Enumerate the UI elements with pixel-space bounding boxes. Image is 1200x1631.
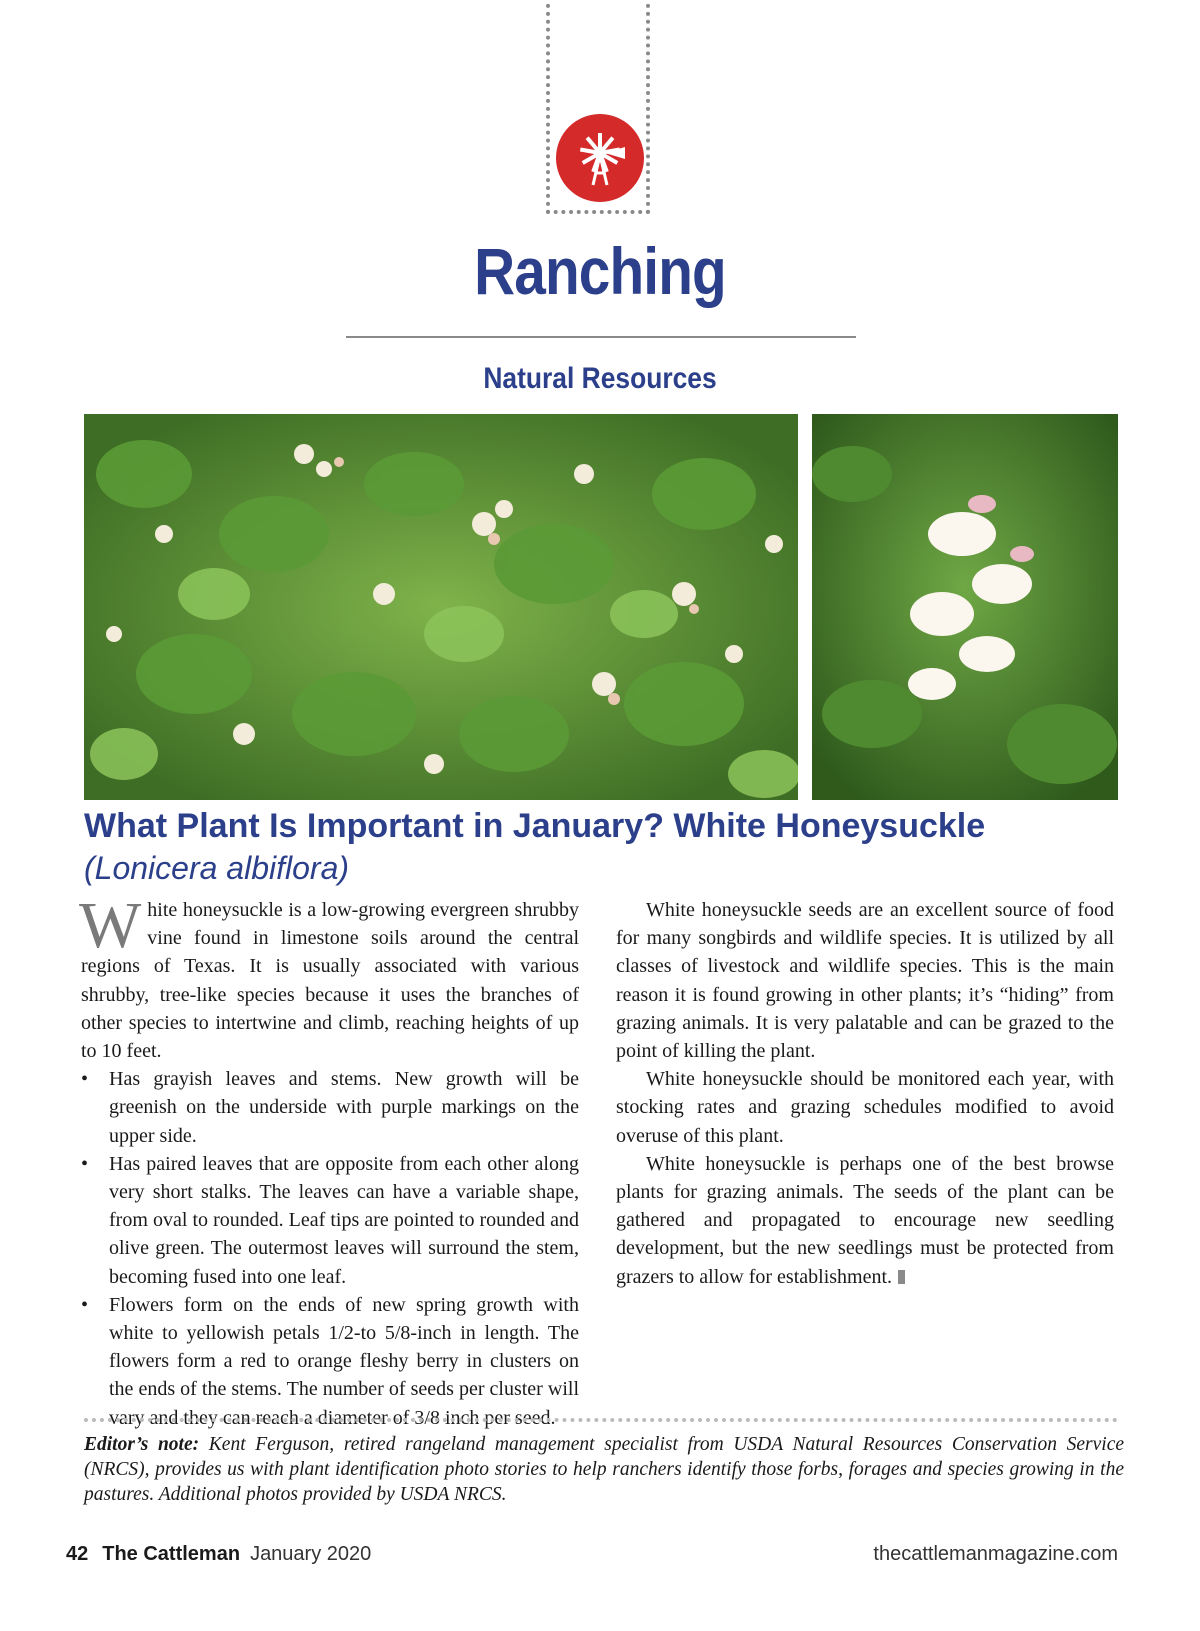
editor-note <box>84 1432 1124 1507</box>
scientific-name: (Lonicera albiflora) <box>84 850 350 886</box>
intro-paragraph <box>79 889 579 1065</box>
editor-note-text: Kent Ferguson, retired rangeland management specialist from USDA Natural Resources Conservation Service (NRCS), provides us with plant identification photo stories to help ranchers identify those forbs, forages and species growing in the pastures. Additional photos provided by USDA NRCS. <box>84 1434 1124 1505</box>
magazine-name: The Cattleman <box>102 1543 241 1565</box>
bullet-icon: • <box>81 1068 89 1091</box>
drop-cap: W <box>79 889 142 962</box>
website-link[interactable]: thecattlemanmagazine.com <box>873 1543 1118 1565</box>
end-of-article-mark <box>898 1270 905 1284</box>
intro-text: hite honeysuckle is a low-growing evergreen shrubby vine found in limestone soils around the central regions of Texas. It is usually associated with various shrubby, tree-like species because it uses the branches of other species to intertwine and climb, reaching heights of up to 10 feet. <box>81 899 579 1063</box>
page-number: 42 <box>66 1543 89 1565</box>
section-title: Ranching <box>474 234 726 308</box>
bullet-icon: • <box>81 1293 89 1316</box>
list-item: • Flowers form on the ends of new spring growth with white to yellowish petals 1/2-to 5/8-inch in length. The flowers form a red to orange fleshy berry in clusters on the ends of the stems. The number of seeds per cluster will vary and they can reach a diameter of 3/8 inch per seed. <box>81 1291 579 1432</box>
honeysuckle-flower-closeup-photo <box>812 414 1118 800</box>
editor-note-label: Editor’s note: <box>84 1434 200 1455</box>
article-headline: What Plant Is Important in January? White Honeysuckle <box>84 807 986 845</box>
bullet-icon: • <box>81 1152 89 1175</box>
article-column-left <box>79 889 579 1432</box>
body-paragraph: White honeysuckle should be monitored each year, with stocking rates and grazing schedules modified to avoid overuse of this plant. <box>616 1068 1114 1147</box>
subsection-title: Natural Resources <box>483 362 717 395</box>
feature-list <box>81 1065 579 1432</box>
issue-date: January 2020 <box>250 1543 372 1565</box>
list-item: • Has grayish leaves and stems. New growth will be greenish on the underside with purple markings on the upper side. <box>81 1065 579 1150</box>
body-paragraph: White honeysuckle seeds are an excellent source of food for many songbirds and wildlife species. It is utilized by all classes of livestock and wildlife species. This is the main reason it is found growing in other plants; it’s “hiding” from grazing animals. It is very palatable and can be grazed to the point of killing the plant. <box>616 899 1114 1063</box>
title-divider <box>346 336 856 338</box>
honeysuckle-shrub-photo <box>84 414 798 800</box>
editor-note-divider <box>84 1418 1118 1422</box>
page-footer <box>66 1543 1118 1566</box>
body-paragraph: White honeysuckle is perhaps one of the best browse plants for grazing animals. The seeds of the plant can be gathered and propagated to encourage new seedling development, but the new seedlings must be protected from grazers to allow for establishment. <box>616 1152 1114 1288</box>
list-item: • Has paired leaves that are opposite from each other along very short stalks. The leaves can have a variable shape, from oval to rounded. Leaf tips are pointed to rounded and olive green. The outermost leaves will surround the stem, becoming fused into one leaf. <box>81 1150 579 1291</box>
windmill-icon <box>555 113 645 203</box>
article-column-right <box>616 896 1114 1291</box>
